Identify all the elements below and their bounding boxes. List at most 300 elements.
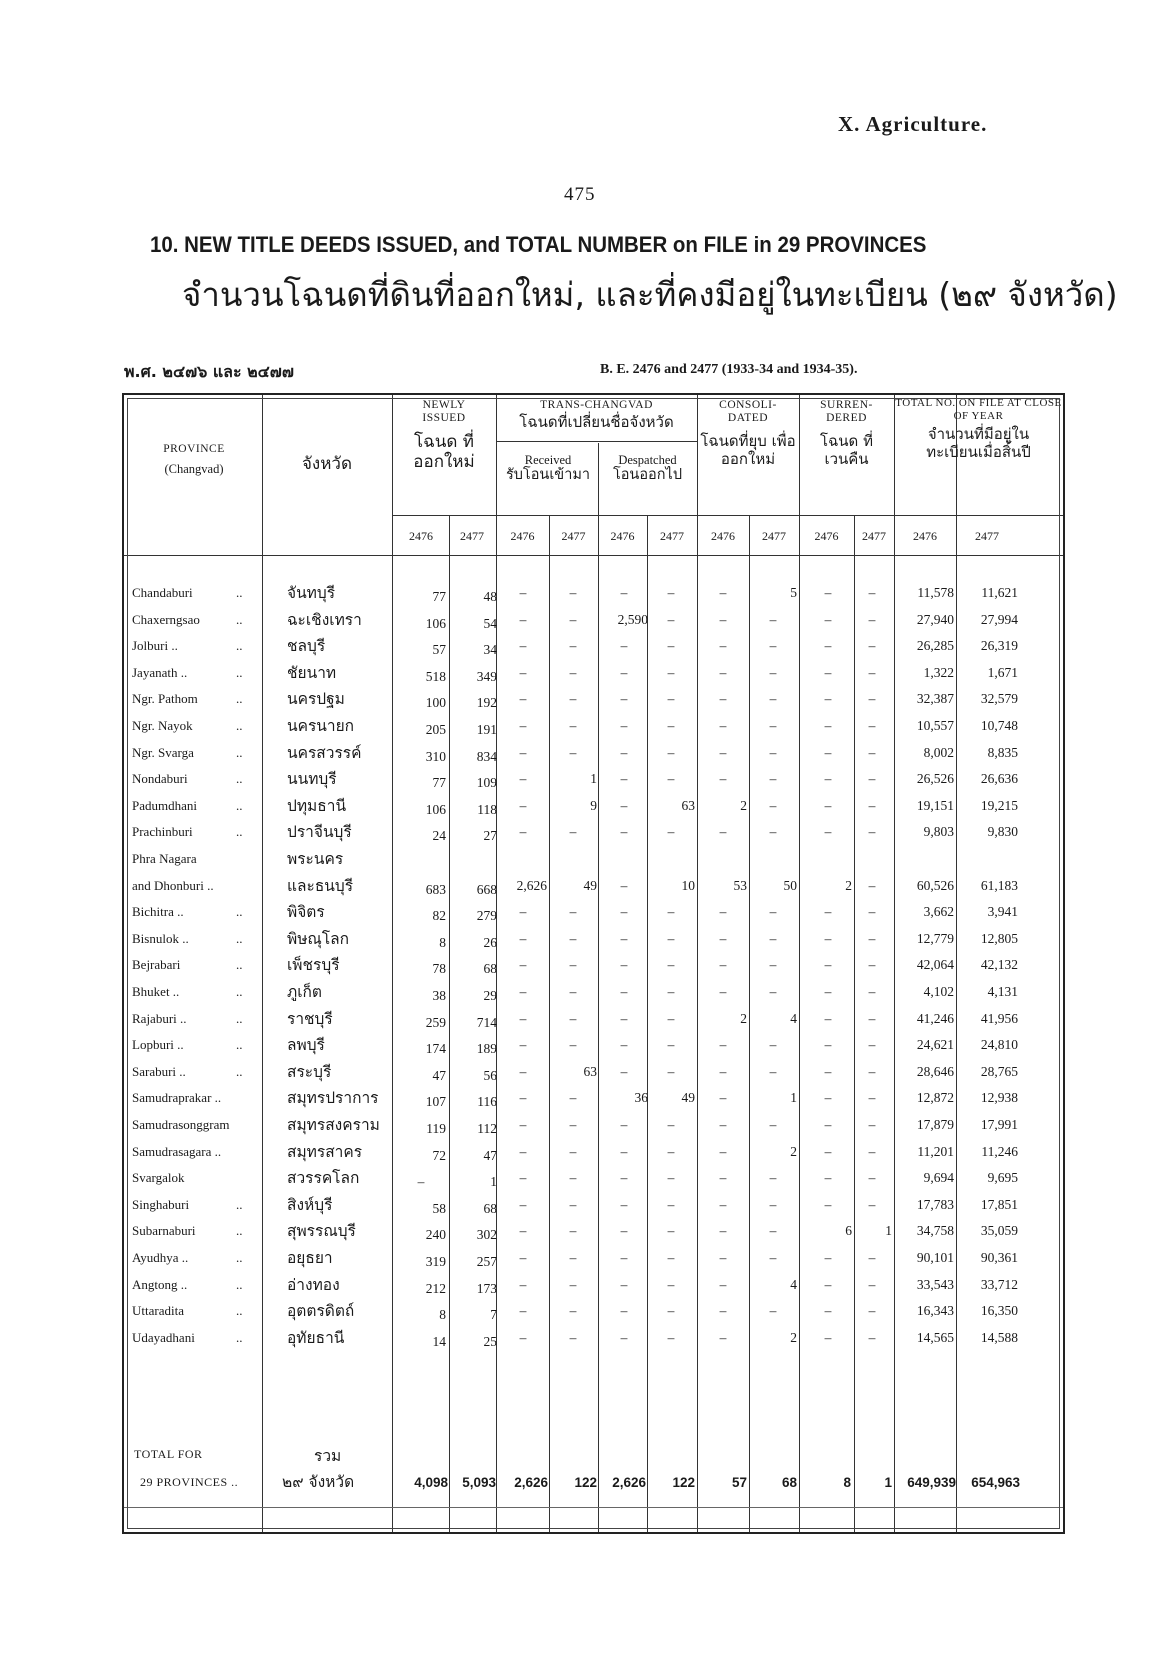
cell-value: – [620,824,628,840]
province-thai-name: สิงห์บุรี [287,1195,333,1214]
cell-value: – [620,664,628,680]
cell-value: 10 [681,877,695,893]
cell-value: – [769,718,777,733]
cell-value: – [519,744,527,760]
cell-value: 11,201 [917,1143,954,1159]
table-row [124,745,1067,773]
cell-value: 32,387 [916,691,954,707]
cell-value: 68 [483,1200,497,1216]
cell-value: – [569,1143,577,1159]
leader-dots: .. [236,824,243,840]
table-row [124,1144,1067,1172]
cell-value: 68 [483,961,497,977]
cell-value: – [769,664,777,680]
cell-value: 50 [783,877,797,893]
cell-value: 4 [790,1276,797,1292]
cell-value: – [667,1037,675,1053]
cell-value: 116 [477,1094,497,1110]
cell-value: 257 [476,1254,497,1269]
cell-value: 19,215 [980,797,1018,813]
cell-value: 27,940 [916,611,954,627]
province-thai-name: ฉะเชิงเทรา [287,610,362,629]
cell-value: – [719,824,727,840]
cell-value: 2 [790,1143,797,1159]
leader-dots: .. [236,957,243,973]
cell-value: 12,872 [916,1090,954,1106]
cell-value: – [824,1143,832,1159]
header-newly-issued-thai: โฉนด ที่ออกใหม่ [413,432,475,472]
cell-value: 106 [425,801,446,817]
cell-value: 4 [790,1010,797,1026]
row-divider [496,441,697,442]
leader-dots: .. [236,771,243,787]
cell-value: 349 [476,668,497,684]
total-label: TOTAL FOR [134,1447,203,1461]
cell-value: – [868,1196,876,1212]
table-row [124,1117,1067,1145]
header-trans-changvad [496,399,697,431]
cell-value: – [868,904,876,920]
cell-value: 2 [790,1329,797,1345]
cell-value: 7 [490,1307,497,1323]
province-name: Bejrabari [132,957,181,973]
cell-value: – [667,1170,675,1186]
province-thai-name: อุทัยธานี [287,1328,345,1347]
page-number: 475 [564,184,596,205]
cell-value: – [569,1010,577,1026]
cell-value: – [620,797,628,813]
header-consolidated-thai: โฉนดที่ยุบ เพื่อ ออกใหม่ [700,432,796,468]
cell-value: – [667,1196,675,1212]
cell-value: 6 [845,1223,852,1239]
province-name: Chandaburi [132,585,193,600]
cell-value: – [667,718,675,733]
cell-value: – [824,1037,832,1053]
cell-value: 17,783 [916,1196,954,1212]
cell-value: 240 [425,1227,446,1243]
cell-value: – [519,1276,527,1292]
cell-value: 174 [425,1041,446,1057]
cell-value: – [824,638,832,654]
cell-value: – [519,585,527,600]
table-row [124,851,1067,879]
cell-value: 17,991 [980,1117,1018,1132]
cell-value: – [667,1010,675,1026]
total-row [124,1447,1067,1503]
table-row [124,957,1067,985]
province-name: Bisnulok .. [132,930,189,946]
cell-value: – [620,1063,628,1079]
cell-value: 279 [476,908,497,924]
cell-value: 34 [483,642,497,658]
cell-value: – [868,1063,876,1079]
cell-value: – [620,1117,628,1132]
cell-value: 11,578 [917,585,954,600]
leader-dots: .. [236,1276,243,1292]
cell-value: – [824,957,832,973]
cell-value: – [719,1090,727,1106]
total-label-thai: ๒๙ จังหวัด [282,1473,355,1491]
cell-value: – [868,1143,876,1159]
province-thai-name: นครนายก [287,717,355,735]
cell-value: 41,246 [916,1010,954,1026]
leader-dots: .. [236,1329,243,1345]
province-name: Angtong .. [132,1276,188,1292]
cell-value: – [719,1063,727,1079]
cell-value: – [620,718,628,733]
cell-value: 1 [490,1174,497,1190]
cell-value: – [769,930,777,946]
cell-value: – [667,1117,675,1132]
table-row [124,612,1067,640]
cell-value: – [824,824,832,840]
cell-value: – [620,1303,628,1319]
cell-value: – [769,1250,777,1265]
cell-value: – [620,904,628,920]
cell-value: – [824,1303,832,1319]
province-name: Padumdhani [132,797,197,813]
cell-value: – [667,664,675,680]
cell-value: 5 [790,585,797,600]
cell-value: – [769,1063,777,1079]
cell-value: 1 [790,1090,797,1106]
cell-value: 1 [885,1223,892,1239]
cell-value: – [824,1250,832,1265]
cell-value: – [519,1037,527,1053]
cell-value: – [620,1223,628,1239]
cell-value: – [868,611,876,627]
cell-value: 12,805 [980,930,1018,946]
cell-value: 2 [740,797,747,813]
year-header: 2477 [862,529,886,543]
year-header: 2477 [975,529,999,543]
cell-value: 14 [432,1333,446,1349]
cell-value: – [667,1303,675,1319]
cell-value: 259 [425,1014,446,1030]
cell-value: 48 [483,589,497,604]
cell-value: 683 [425,881,446,897]
cell-value: – [519,1303,527,1319]
cell-value: – [868,1037,876,1053]
table-row [124,1090,1067,1118]
cell-value: – [667,1063,675,1079]
cell-value: 34,758 [916,1223,954,1239]
cell-value: – [569,1090,577,1106]
province-thai-name: ชลบุรี [287,637,326,656]
cell-value: 212 [425,1280,446,1296]
province-thai-name: ปราจีนบุรี [287,823,352,842]
cell-value: – [569,691,577,707]
table-row [124,1330,1067,1358]
cell-value: 9,695 [987,1170,1018,1186]
title-deeds-table [122,393,1065,1534]
cell-value: – [667,771,675,787]
province-thai-name: นครสวรรค์ [287,743,362,762]
cell-value: 107 [425,1094,446,1110]
header-province [128,443,260,477]
year-header: 2476 [409,529,433,543]
province-name: Uttaradita [132,1303,184,1319]
cell-value: – [519,718,527,733]
province-name: Lopburi .. [132,1037,184,1053]
row-divider [124,1507,1063,1508]
province-name: Samudrasonggram [132,1117,230,1132]
table-row [124,824,1067,852]
year-header: 2477 [460,529,484,543]
cell-value: 119 [426,1121,446,1136]
cell-value: 49 [583,877,597,893]
cell-value: – [667,984,675,999]
cell-value: – [719,718,727,733]
cell-value: – [769,638,777,654]
province-thai-name: อุตตรดิตถ์ [287,1302,355,1321]
cell-value: – [769,984,777,999]
cell-value: – [519,771,527,787]
cell-value: – [824,1117,832,1132]
cell-value: – [824,744,832,760]
cell-value: – [519,1250,527,1265]
cell-value: – [519,1223,527,1239]
cell-value: – [519,957,527,973]
cell-value: 78 [432,961,446,977]
cell-value: 72 [432,1147,446,1163]
table-title-thai: จำนวนโฉนดที่ดินที่ออกใหม่, และที่คงมีอยู่ในทะเบียน (๒๙ จังหวัด) [182,275,1118,314]
cell-value: 9,803 [923,824,954,840]
province-thai-name: สวรรคโลก [287,1169,360,1188]
cell-value: – [868,1170,876,1186]
cell-value: 36 [634,1090,648,1106]
cell-value: 33,543 [916,1276,954,1292]
cell-value: – [769,1196,777,1212]
leader-dots: .. [236,664,243,680]
cell-value: – [824,930,832,946]
row-divider [392,515,1063,516]
total-anchor [124,1511,1067,1512]
year-header: 2476 [913,529,937,543]
cell-value: – [569,1170,577,1186]
table-row [124,878,1067,906]
header-surrendered-thai: โฉนด ที่เวนคืน [820,432,873,468]
leader-dots: .. [236,797,243,813]
leader-dots: .. [236,930,243,946]
cell-value: 8,835 [987,744,1018,760]
cell-value: – [620,771,628,787]
cell-value: – [667,957,675,973]
cell-value: 12,779 [916,930,954,946]
cell-value: – [620,930,628,946]
cell-value: – [569,1303,577,1319]
cell-value: 28,646 [916,1063,954,1079]
total-value: 8 [843,1475,851,1490]
cell-value: – [620,1010,628,1026]
cell-value: – [620,957,628,973]
cell-value: – [620,877,628,893]
province-thai-name: พระนคร [287,850,344,868]
cell-value: – [769,611,777,627]
header-received [498,453,598,484]
total-value: 68 [781,1475,797,1490]
cell-value: 26,285 [916,638,954,654]
cell-value: – [519,904,527,920]
cell-value: – [569,638,577,654]
province-thai-name: สุพรรณบุรี [287,1222,356,1241]
cell-value: – [868,877,876,893]
cell-value: – [719,664,727,680]
cell-value: – [868,771,876,787]
cell-value: – [667,744,675,760]
province-thai-name: ปทุมธานี [287,796,347,815]
cell-value: 11,246 [981,1143,1018,1159]
province-thai-name: จันทบุรี [287,584,336,602]
cell-value: – [667,611,675,627]
cell-value: 17,851 [980,1196,1018,1212]
cell-value: – [719,1250,727,1265]
cell-value: – [719,1276,727,1292]
cell-value: – [769,1037,777,1053]
leader-dots: .. [236,585,243,600]
province-name: Nondaburi [132,771,188,787]
total-value: 2,626 [612,1475,646,1490]
cell-value: – [868,1303,876,1319]
cell-value: – [824,585,832,600]
cell-value: 47 [483,1147,497,1163]
total-value: 4,098 [414,1475,448,1490]
cell-value: 189 [476,1041,497,1057]
cell-value: – [719,930,727,946]
cell-value: 16,343 [916,1303,954,1319]
cell-value: 834 [476,748,497,764]
cell-value: 11,621 [981,585,1018,600]
cell-value: – [620,1276,628,1292]
cell-value: 191 [476,722,497,737]
cell-value: 14,588 [980,1329,1018,1345]
cell-value: 49 [681,1090,695,1106]
cell-value: – [519,638,527,654]
cell-value: – [620,744,628,760]
total-value: 649,939 [907,1475,956,1490]
header-surrendered-label: SURREN- DERED [820,399,873,425]
province-name: Jayanath .. [132,664,188,680]
header-province-sub: (Changvad) [164,462,224,477]
header-newly-issued-label: NEWLY ISSUED [422,399,466,425]
cell-value: – [824,984,832,999]
cell-value: 1,322 [923,664,954,680]
cell-value: – [667,904,675,920]
header-received-thai: รับโอนเข้ามา [505,467,591,484]
cell-value: – [769,1170,777,1186]
cell-value: 57 [432,642,446,658]
cell-value: 173 [476,1280,497,1296]
cell-value: 77 [432,589,446,604]
cell-value: – [769,957,777,973]
cell-value: – [719,585,727,600]
cell-value: – [519,691,527,707]
province-name: Rajaburi .. [132,1010,187,1026]
cell-value: 100 [425,695,446,711]
cell-value: – [569,824,577,840]
province-thai-name: พิจิตร [287,903,325,922]
cell-value: 9,830 [987,824,1018,840]
cell-value: 310 [425,748,446,764]
province-thai-name: ลพบุรี [287,1036,325,1055]
cell-value: 47 [432,1067,446,1083]
cell-value: – [569,1329,577,1345]
cell-value: – [868,1329,876,1345]
cell-value: – [519,1196,527,1212]
cell-value: – [620,1170,628,1186]
header-despatched-label: Despatched [618,453,677,467]
cell-value: – [569,744,577,760]
header-newly-issued [394,399,494,473]
cell-value: 63 [681,797,695,813]
leader-dots: .. [236,1250,243,1265]
province-thai-name: สมุทรปราการ [287,1089,379,1108]
cell-value: – [868,957,876,973]
cell-value: – [824,1276,832,1292]
cell-value: – [769,771,777,787]
cell-value: – [620,638,628,654]
table-row [124,585,1067,613]
cell-value: 24 [432,828,446,844]
cell-value: – [868,1117,876,1132]
province-thai-name: พิษณุโลก [287,929,350,948]
year-header: 2476 [814,529,839,543]
cell-value: – [519,664,527,680]
cell-value: 58 [432,1200,446,1216]
province-thai-name: นครปฐม [287,690,345,709]
cell-value: – [667,691,675,707]
cell-value: 3,662 [923,904,954,920]
table-row [124,1250,1067,1278]
cell-value: 1,671 [987,664,1018,680]
province-name: and Dhonburi .. [132,877,214,893]
cell-value: 518 [425,668,446,684]
cell-value: – [620,1037,628,1053]
cell-value: 24,810 [980,1037,1018,1053]
table-row [124,931,1067,959]
cell-value: 29 [483,988,497,1003]
cell-value: 319 [425,1254,446,1269]
header-total-on-file [894,397,1063,461]
cell-value: 106 [425,615,446,631]
cell-value: – [769,797,777,813]
cell-value: – [719,1223,727,1239]
cell-value: – [519,1010,527,1026]
cell-value: 9,694 [923,1170,954,1186]
cell-value: – [667,930,675,946]
table-row [124,1303,1067,1331]
table-row [124,1011,1067,1039]
cell-value: – [769,691,777,707]
year-header: 2476 [610,529,635,543]
cell-value: – [719,1143,727,1159]
province-thai-name: สระบุรี [287,1062,332,1081]
province-name: Saraburi .. [132,1063,186,1079]
header-surrendered [799,399,894,468]
cell-value: 27,994 [980,611,1018,627]
year-thai: พ.ศ. ๒๔๗๖ และ ๒๔๗๗ [124,362,294,381]
cell-value: – [868,984,876,999]
table-row [124,638,1067,666]
cell-value: 24,621 [916,1037,954,1053]
cell-value: – [667,1329,675,1345]
year-header: 2477 [762,529,786,543]
province-name: Ngr. Pathom [132,691,198,707]
cell-value: 53 [733,877,747,893]
cell-value: – [824,771,832,787]
header-received-label: Received [524,453,572,467]
cell-value: – [824,1329,832,1345]
